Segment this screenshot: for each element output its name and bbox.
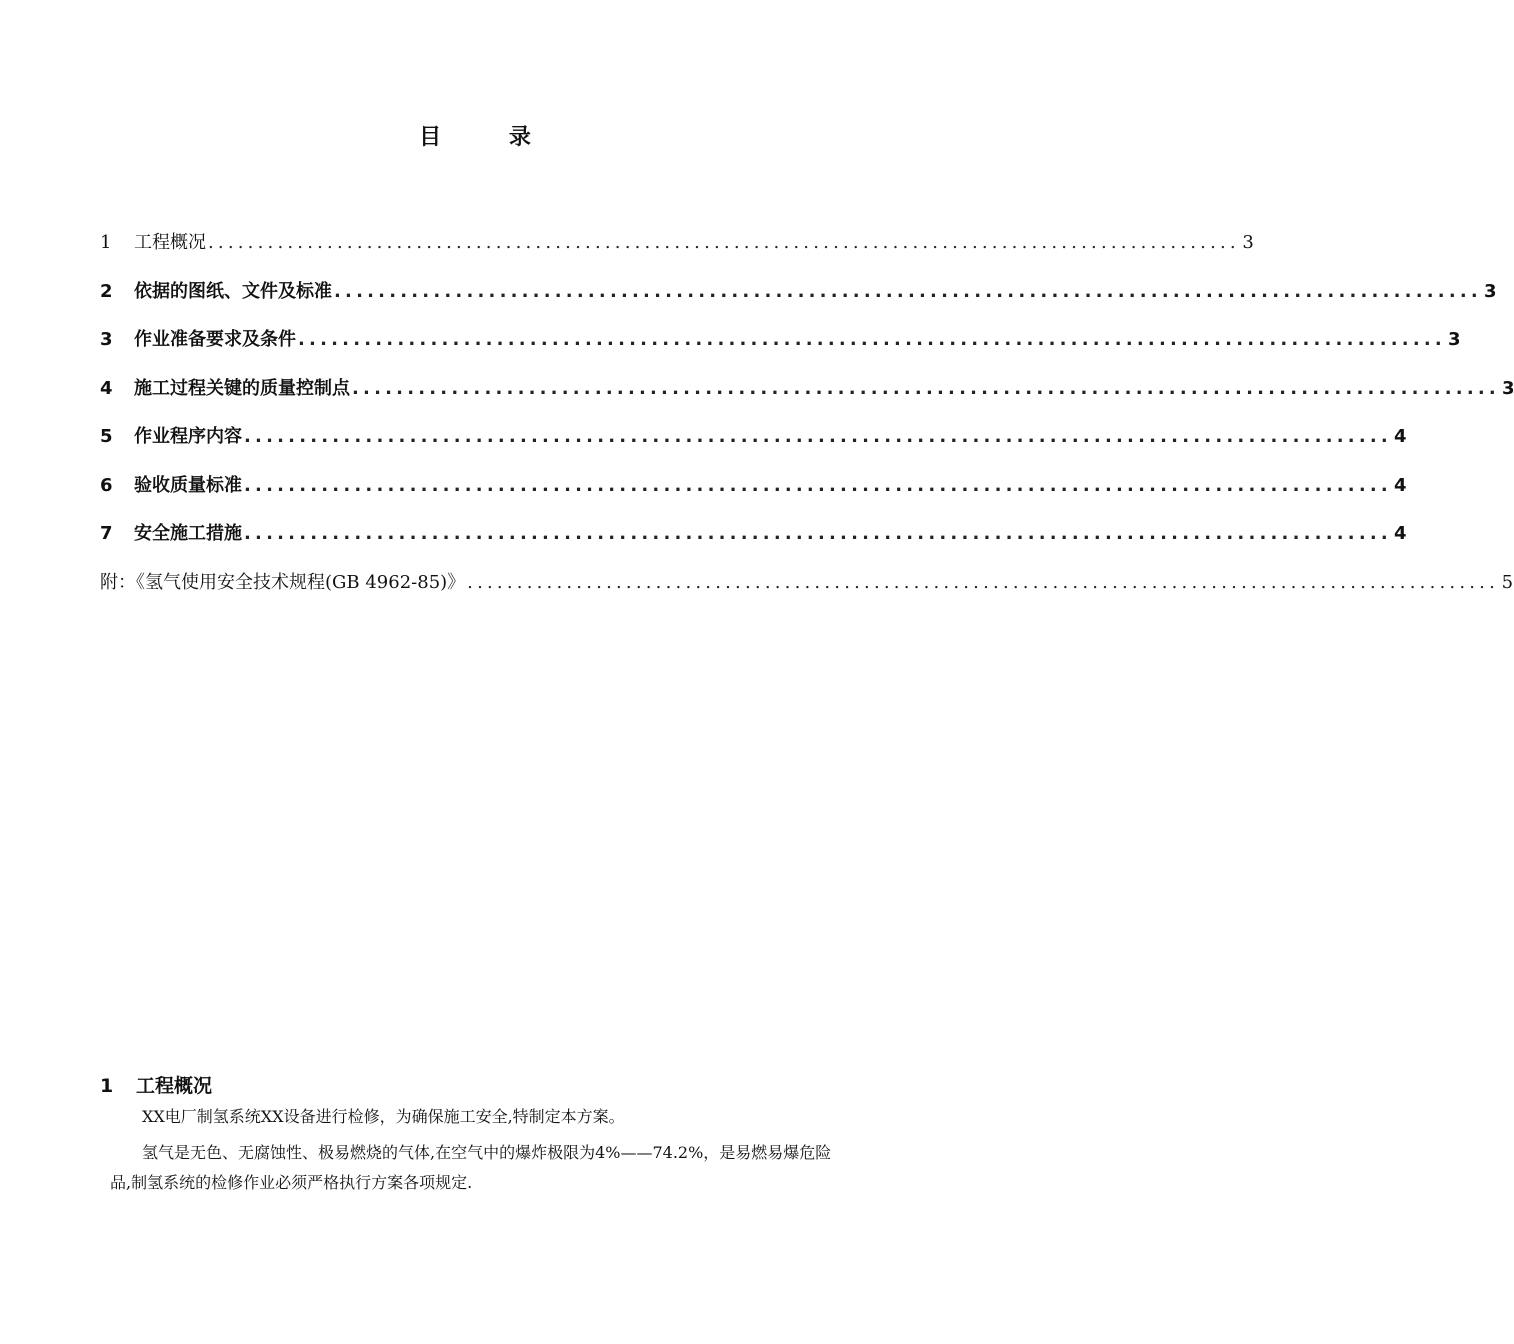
toc-dot-leader: ........................................................................................................ bbox=[244, 474, 1392, 496]
toc-entry-page: 4 bbox=[1393, 474, 1407, 496]
toc-entry-number: 5 bbox=[100, 426, 113, 447]
toc-entry-page: 4 bbox=[1393, 523, 1407, 544]
toc-entry[interactable] bbox=[100, 228, 1254, 277]
toc-entry[interactable] bbox=[100, 325, 1461, 374]
toc-dot-leader: ........................................................................................................ bbox=[352, 377, 1500, 399]
toc-entry-number: 1 bbox=[100, 232, 112, 253]
toc-entry-label: 验收质量标准 bbox=[134, 474, 242, 496]
toc-dot-leader: ........................................................................................................ bbox=[244, 523, 1392, 544]
body-paragraph: XX电厂制氢系统XX设备进行检修，为确保施工安全,特制定本方案。 bbox=[142, 1107, 625, 1126]
toc-entry[interactable] bbox=[100, 471, 1407, 520]
toc-entry-label: 施工过程关键的质量控制点 bbox=[134, 377, 350, 399]
toc-entry-appendix[interactable] bbox=[100, 568, 1514, 617]
toc-entry-number: 7 bbox=[100, 523, 113, 544]
toc-title: 目 录 bbox=[419, 125, 561, 150]
toc-entry-page: 5 bbox=[1501, 571, 1514, 593]
toc-entry-number: 4 bbox=[100, 377, 113, 399]
toc-entry[interactable] bbox=[100, 374, 1514, 423]
toc-entry-page: 3 bbox=[1501, 377, 1514, 399]
toc-entry-page: 3 bbox=[1242, 232, 1254, 253]
toc-entry-label: 作业准备要求及条件 bbox=[134, 329, 296, 350]
table-of-contents bbox=[100, 228, 1514, 616]
toc-entry-label: 工程概况 bbox=[134, 232, 206, 253]
toc-entry[interactable] bbox=[100, 277, 1497, 326]
toc-dot-leader: ........................................................................................................ bbox=[467, 571, 1500, 593]
toc-entry[interactable] bbox=[100, 519, 1407, 568]
body-paragraph: 氢气是无色、无腐蚀性、极易燃烧的气体,在空气中的爆炸极限为4%——74.2%，是易燃易爆危险品,制氢系统的检修作业必须严格执行方案各项规定. bbox=[110, 1143, 832, 1192]
toc-entry-label: 附：《氢气使用安全技术规程(GB 4962-85)》 bbox=[100, 571, 466, 593]
toc-entry-number: 6 bbox=[100, 474, 113, 496]
toc-entry-label: 作业程序内容 bbox=[134, 426, 242, 447]
toc-entry-number: 3 bbox=[100, 329, 113, 350]
toc-entry-page: 3 bbox=[1483, 280, 1497, 302]
toc-entry-label: 安全施工措施 bbox=[134, 523, 242, 544]
toc-dot-leader: ........................................................................................................ bbox=[208, 232, 1240, 253]
toc-entry-label: 依据的图纸、文件及标准 bbox=[134, 280, 332, 302]
section-title: 工程概况 bbox=[136, 1075, 213, 1097]
section-number: 1 bbox=[100, 1075, 114, 1097]
toc-dot-leader: ........................................................................................................ bbox=[298, 329, 1446, 350]
toc-entry-number: 2 bbox=[100, 280, 113, 302]
toc-dot-leader: ........................................................................................................ bbox=[244, 426, 1392, 447]
section-heading bbox=[100, 1071, 212, 1098]
toc-entry-page: 4 bbox=[1393, 426, 1407, 447]
toc-dot-leader: ........................................................................................................ bbox=[334, 280, 1482, 302]
toc-entry[interactable] bbox=[100, 422, 1407, 471]
toc-entry-page: 3 bbox=[1447, 329, 1461, 350]
